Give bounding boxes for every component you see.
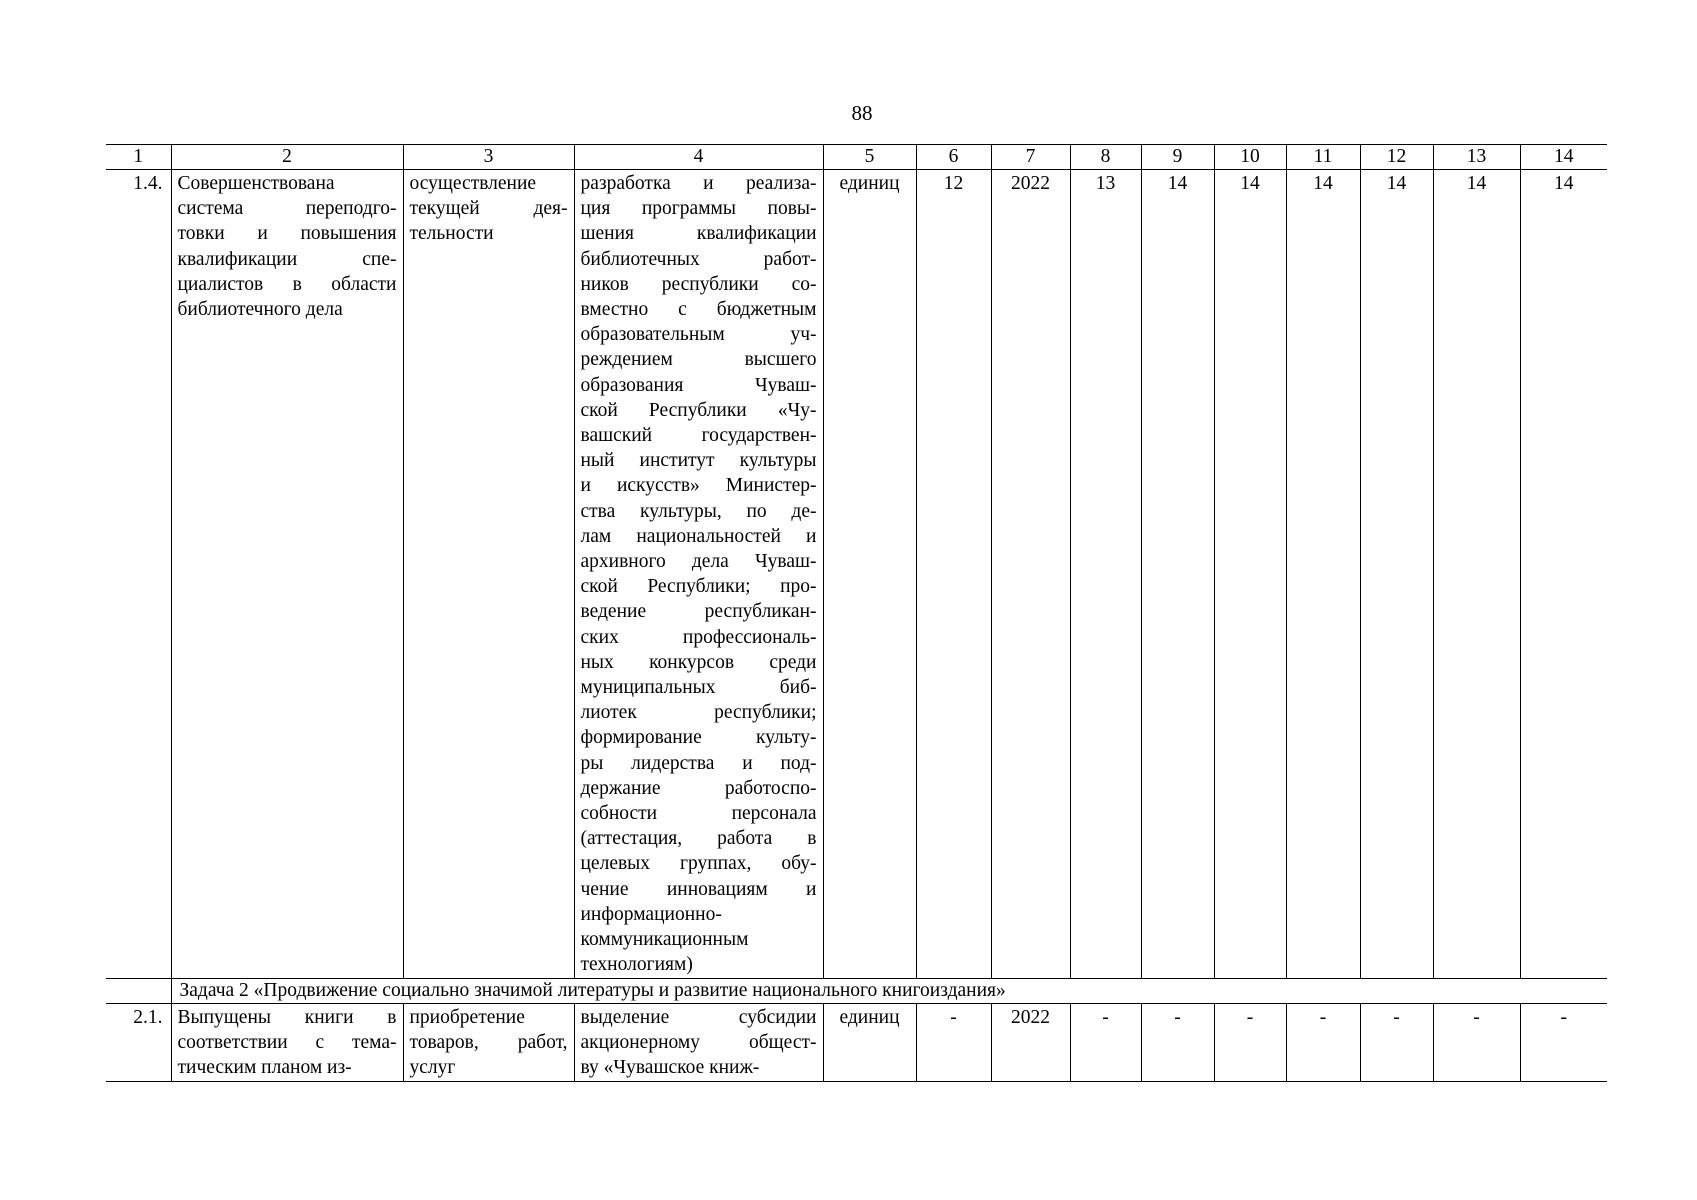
value-cell: 14: [1214, 170, 1286, 979]
row-number: 1.4.: [106, 170, 171, 979]
cell-line: осуществление: [409, 173, 537, 194]
cell-line: тическим планом из-: [177, 1056, 352, 1078]
header-cell: 13: [1433, 145, 1520, 170]
header-cell: 10: [1214, 145, 1286, 170]
row-number: 2.1.: [106, 1003, 171, 1081]
indicators-table: [106, 144, 1607, 1082]
task-row: [106, 978, 1607, 1003]
unit-cell: единиц: [823, 170, 916, 979]
cell-line: ры лидерства и под-: [580, 752, 817, 774]
cell-line: ведение республикан-: [580, 601, 817, 623]
header-cell: 6: [916, 145, 991, 170]
cell-line: шения квалификации: [580, 223, 817, 245]
value-cell: 2022: [991, 170, 1070, 979]
header-cell: 7: [991, 145, 1070, 170]
measures-cell: [574, 1003, 823, 1081]
task-title: Задача 2 «Продвижение социально значимой литературы и развитие национального книгоиздания»: [171, 978, 1607, 1003]
cell-line: ных конкурсов среди: [580, 651, 817, 673]
cell-line: вашский государствен-: [580, 425, 817, 447]
cell-line: лам национальностей и: [580, 525, 817, 547]
cell-line: текущей дея-: [409, 198, 568, 220]
value-cell: 12: [916, 170, 991, 979]
type-cell: [403, 1003, 574, 1081]
value-cell: 14: [1286, 170, 1360, 979]
value-cell: 13: [1070, 170, 1141, 979]
cell-line: ву «Чувашское книж-: [580, 1056, 760, 1078]
cell-line: информационно-: [580, 903, 722, 925]
header-cell: 1: [106, 145, 171, 170]
cell-line: ция программы повы-: [580, 198, 817, 220]
cell-line: ный институт культуры: [580, 450, 817, 472]
header-cell: 2: [171, 145, 403, 170]
cell-line: ства культуры, по де-: [580, 500, 817, 522]
cell-line: ской Республики; про-: [580, 576, 817, 598]
value-cell: -: [1286, 1003, 1360, 1081]
cell-line: архивного дела Чуваш-: [580, 551, 817, 573]
cell-line: ников республики со-: [580, 273, 817, 295]
type-cell: [403, 170, 574, 979]
cell-line: Совершенствована: [177, 173, 335, 194]
cell-line: коммуникационным: [580, 929, 749, 951]
cell-line: услуг: [409, 1056, 456, 1078]
value-cell: -: [916, 1003, 991, 1081]
header-cell: 4: [574, 145, 823, 170]
header-cell: 9: [1141, 145, 1214, 170]
task-spacer: [106, 978, 171, 1003]
cell-line: вместно с бюджетным: [580, 299, 817, 321]
unit-cell: единиц: [823, 1003, 916, 1081]
cell-line: собности персонала: [580, 803, 817, 825]
cell-line: ских профессиональ-: [580, 626, 817, 648]
value-cell: 14: [1520, 170, 1607, 979]
cell-line: товаров, работ,: [409, 1031, 568, 1053]
cell-line: технологиям): [580, 954, 693, 976]
header-row: [106, 145, 1607, 170]
header-cell: 11: [1286, 145, 1360, 170]
cell-line: целевых группах, обу-: [580, 853, 817, 875]
cell-line: библиотечных работ-: [580, 248, 817, 270]
cell-line: и искусств» Министер-: [580, 475, 817, 497]
cell-line: муниципальных биб-: [580, 677, 817, 699]
header-cell: 14: [1520, 145, 1607, 170]
cell-line: лиотек республики;: [580, 702, 817, 724]
cell-line: квалификации спе-: [177, 248, 397, 270]
value-cell: -: [1214, 1003, 1286, 1081]
cell-line: ской Республики «Чу-: [580, 399, 817, 421]
header-cell: 5: [823, 145, 916, 170]
cell-line: формирование культу-: [580, 727, 817, 749]
cell-line: система переподго-: [177, 198, 397, 220]
result-cell: [171, 170, 403, 979]
table-row: [106, 1003, 1607, 1081]
header-cell: 12: [1360, 145, 1433, 170]
cell-line: выделение субсидии: [580, 1006, 817, 1028]
result-cell: [171, 1003, 403, 1081]
cell-line: акционерному общест-: [580, 1031, 817, 1053]
cell-line: тельности: [409, 223, 494, 245]
value-cell: -: [1070, 1003, 1141, 1081]
page-number: 88: [851, 101, 873, 125]
header-cell: 8: [1070, 145, 1141, 170]
value-cell: -: [1360, 1003, 1433, 1081]
value-cell: 14: [1360, 170, 1433, 979]
measures-cell: [574, 170, 823, 979]
table-row: [106, 170, 1607, 979]
cell-line: циалистов в области: [177, 273, 397, 295]
value-cell: -: [1520, 1003, 1607, 1081]
value-cell: 14: [1433, 170, 1520, 979]
cell-line: образования Чуваш-: [580, 374, 817, 396]
cell-line: чение инновациям и: [580, 878, 817, 900]
cell-line: разработка и реализа-: [580, 173, 817, 194]
cell-line: соответствии с тема-: [177, 1031, 397, 1053]
cell-line: Выпущены книги в: [177, 1006, 397, 1028]
cell-line: образовательным уч-: [580, 324, 817, 346]
cell-line: товки и повышения: [177, 223, 397, 245]
value-cell: -: [1141, 1003, 1214, 1081]
cell-line: (аттестация, работа в: [580, 828, 817, 850]
value-cell: 2022: [991, 1003, 1070, 1081]
cell-line: реждением высшего: [580, 349, 817, 371]
cell-line: приобретение: [409, 1006, 525, 1028]
value-cell: -: [1433, 1003, 1520, 1081]
header-cell: 3: [403, 145, 574, 170]
cell-line: библиотечного дела: [177, 299, 343, 321]
cell-line: держание работоспо-: [580, 777, 817, 799]
value-cell: 14: [1141, 170, 1214, 979]
